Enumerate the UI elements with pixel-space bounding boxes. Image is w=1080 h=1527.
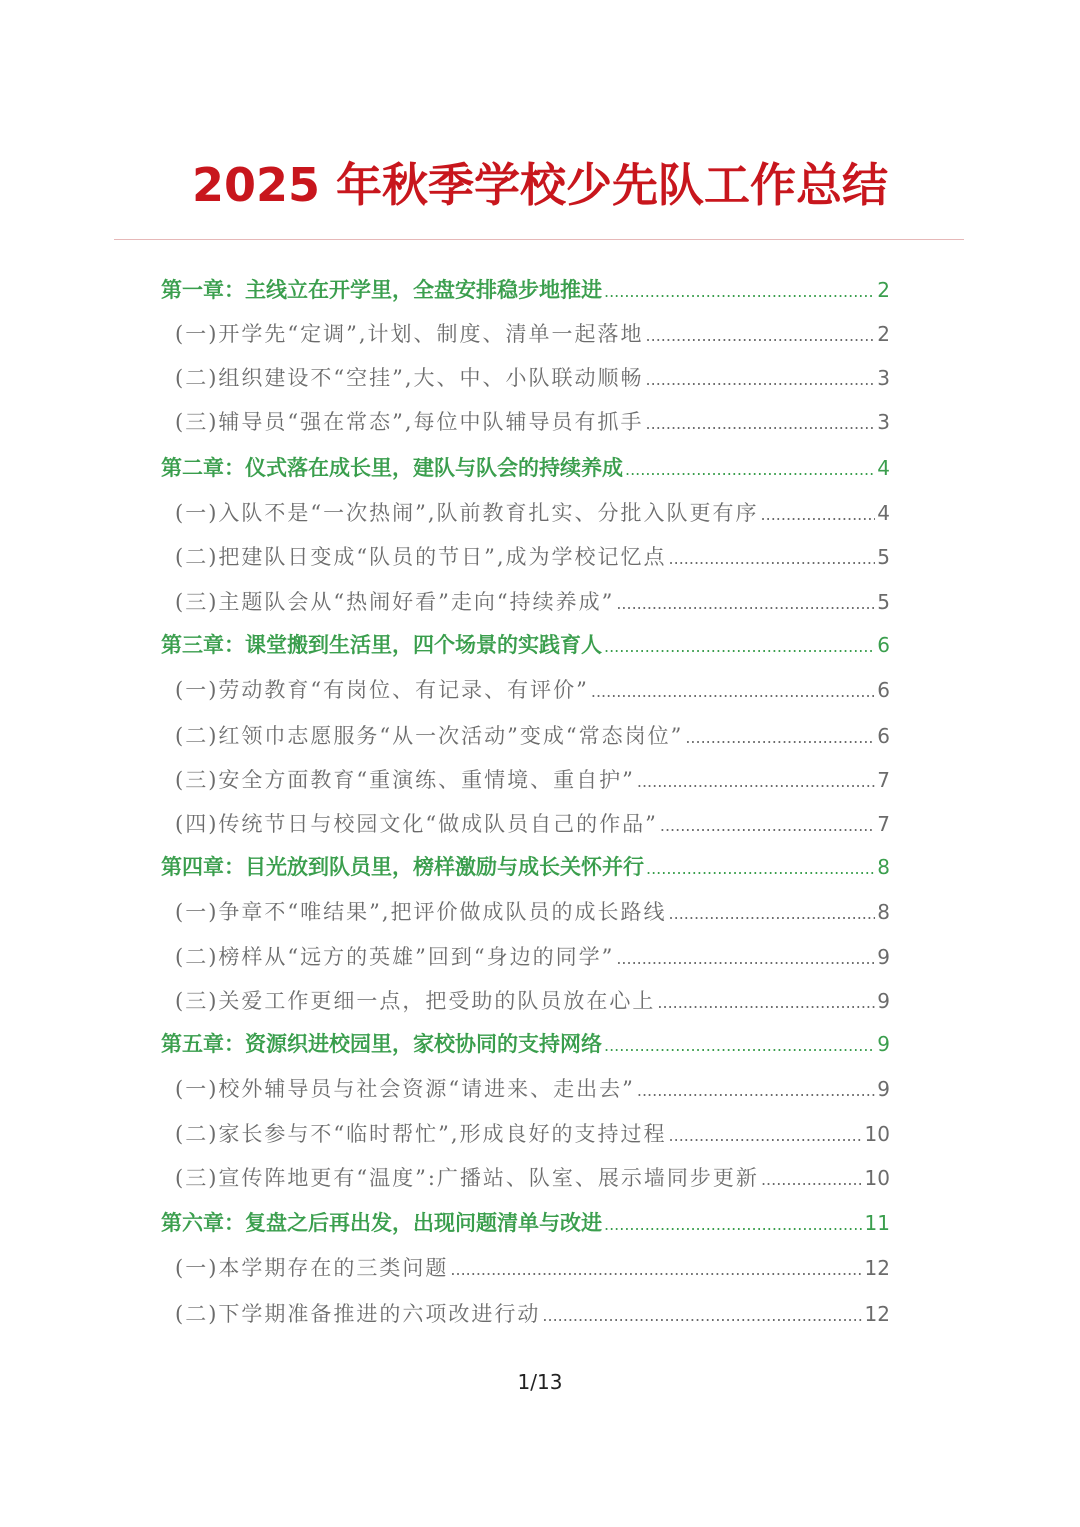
toc-leader-dots: [646, 356, 876, 402]
toc-page-number: 12: [864, 1256, 890, 1280]
toc-leader-dots: [646, 845, 875, 891]
toc-entry-text: (一)入队不是“一次热闹”,队前教育扎实、分批入队更有序: [175, 501, 759, 525]
toc-section-4-3[interactable]: [175, 979, 890, 1023]
title-divider: [114, 239, 964, 240]
toc-section-3-2[interactable]: [175, 714, 890, 758]
toc-entry-text: 第六章：复盘之后再出发，出现问题清单与改进: [161, 1210, 602, 1235]
toc-chapter-2[interactable]: [161, 446, 890, 490]
toc-page-number: 9: [877, 1032, 890, 1056]
toc-leader-dots: [669, 890, 876, 936]
toc-page-number: 4: [877, 456, 890, 480]
toc-entry-text: (三)主题队会从“热闹好看”走向“持续养成”: [175, 590, 615, 614]
toc-section-1-3[interactable]: [175, 400, 890, 444]
toc-section-3-3[interactable]: [175, 758, 890, 802]
toc-entry-text: (二)把建队日变成“队员的节日”,成为学校记忆点: [175, 545, 667, 569]
toc-section-2-3[interactable]: [175, 580, 890, 624]
toc-entry-text: 第三章：课堂搬到生活里，四个场景的实践育人: [161, 632, 602, 657]
toc-section-5-2[interactable]: [175, 1112, 890, 1156]
toc-chapter-3[interactable]: [161, 623, 890, 667]
toc-page-number: 10: [864, 1122, 890, 1146]
toc-leader-dots: [604, 1201, 863, 1247]
toc-section-5-1[interactable]: [175, 1067, 890, 1111]
toc-entry-text: (三)关爱工作更细一点，把受助的队员放在心上: [175, 989, 656, 1013]
toc-page-number: 3: [877, 366, 890, 390]
toc-entry-text: (二)红领巾志愿服务“从一次活动”变成“常态岗位”: [175, 724, 684, 748]
toc-page-number: 6: [877, 678, 890, 702]
toc-page-number: 4: [877, 501, 890, 525]
toc-leader-dots: [616, 935, 875, 981]
toc-entry-text: (三)宣传阵地更有“温度”:广播站、队室、展示墙同步更新: [175, 1166, 759, 1190]
toc-page-number: 7: [877, 768, 890, 792]
toc-page-number: 6: [877, 633, 890, 657]
toc-section-1-2[interactable]: [175, 356, 890, 400]
toc-section-1-1[interactable]: [175, 312, 890, 356]
toc-leader-dots: [604, 1022, 875, 1068]
toc-leader-dots: [669, 1112, 863, 1158]
toc-page-number: 3: [877, 410, 890, 434]
toc-chapter-5[interactable]: [161, 1022, 890, 1066]
toc-section-5-3[interactable]: [175, 1156, 890, 1200]
toc-entry-text: (一)争章不“唯结果”,把评价做成队员的成长路线: [175, 900, 667, 924]
toc-leader-dots: [660, 802, 875, 848]
toc-entry-text: 第四章：目光放到队员里，榜样激励与成长关怀并行: [161, 854, 644, 879]
toc-page-number: 9: [877, 989, 890, 1013]
toc-entry-text: (三)安全方面教育“重演练、重情境、重自护”: [175, 768, 635, 792]
toc-entry-text: (四)传统节日与校园文化“做成队员自己的作品”: [175, 812, 658, 836]
toc-leader-dots: [646, 400, 876, 446]
toc-section-3-1[interactable]: [175, 668, 890, 712]
toc-entry-text: (二)下学期准备推进的六项改进行动: [175, 1302, 541, 1326]
toc-leader-dots: [604, 623, 875, 669]
toc-page-number: 10: [864, 1166, 890, 1190]
toc-leader-dots: [450, 1246, 862, 1292]
toc-entry-text: 第一章：主线立在开学里，全盘安排稳步地推进: [161, 277, 602, 302]
toc-leader-dots: [625, 446, 875, 492]
toc-chapter-1[interactable]: [161, 268, 890, 312]
toc-leader-dots: [616, 580, 875, 626]
toc-entry-text: (二)家长参与不“临时帮忙”,形成良好的支持过程: [175, 1122, 667, 1146]
document-title: 2025 年秋季学校少先队工作总结: [191, 158, 889, 212]
toc-section-2-2[interactable]: [175, 535, 890, 579]
toc-section-6-2[interactable]: [175, 1292, 890, 1336]
toc-page-number: 8: [877, 900, 890, 924]
toc-chapter-4[interactable]: [161, 845, 890, 889]
page-indicator: 1/13: [517, 1370, 563, 1394]
toc-entry-text: (一)校外辅导员与社会资源“请进来、走出去”: [175, 1077, 635, 1101]
toc-leader-dots: [761, 1156, 863, 1202]
toc-page-number: 11: [864, 1211, 890, 1235]
toc-section-2-1[interactable]: [175, 491, 890, 535]
toc-leader-dots: [657, 979, 875, 1025]
toc-entry-text: (三)辅导员“强在常态”,每位中队辅导员有抓手: [175, 410, 644, 434]
toc-leader-dots: [685, 714, 875, 760]
toc-chapter-6[interactable]: [161, 1201, 890, 1245]
toc-page-number: 8: [877, 855, 890, 879]
toc-leader-dots: [646, 312, 876, 358]
toc-page-number: 9: [877, 945, 890, 969]
toc-page-number: 5: [877, 545, 890, 569]
toc-page-number: 12: [864, 1302, 890, 1326]
toc-entry-text: 第二章：仪式落在成长里，建队与队会的持续养成: [161, 455, 623, 480]
toc-leader-dots: [604, 268, 875, 314]
toc-entry-text: (二)组织建设不“空挂”,大、中、小队联动顺畅: [175, 366, 644, 390]
toc-entry-text: (一)本学期存在的三类问题: [175, 1256, 449, 1280]
toc-leader-dots: [637, 1067, 875, 1113]
toc-page-number: 2: [877, 278, 890, 302]
toc-section-3-4[interactable]: [175, 802, 890, 846]
toc-leader-dots: [761, 491, 876, 537]
toc-leader-dots: [637, 758, 875, 804]
toc-page-number: 6: [877, 724, 890, 748]
toc-leader-dots: [542, 1292, 862, 1338]
toc-page-number: 5: [877, 590, 890, 614]
toc-section-4-2[interactable]: [175, 935, 890, 979]
toc-leader-dots: [669, 535, 876, 581]
toc-entry-text: (一)开学先“定调”,计划、制度、清单一起落地: [175, 322, 644, 346]
toc-entry-text: (一)劳动教育“有岗位、有记录、有评价”: [175, 678, 589, 702]
toc-entry-text: 第五章：资源织进校园里，家校协同的支持网络: [161, 1031, 602, 1056]
toc-section-6-1[interactable]: [175, 1246, 890, 1290]
toc-entry-text: (二)榜样从“远方的英雄”回到“身边的同学”: [175, 945, 615, 969]
toc-leader-dots: [591, 668, 875, 714]
toc-page-number: 7: [877, 812, 890, 836]
toc-page-number: 9: [877, 1077, 890, 1101]
toc-page-number: 2: [877, 322, 890, 346]
toc-section-4-1[interactable]: [175, 890, 890, 934]
